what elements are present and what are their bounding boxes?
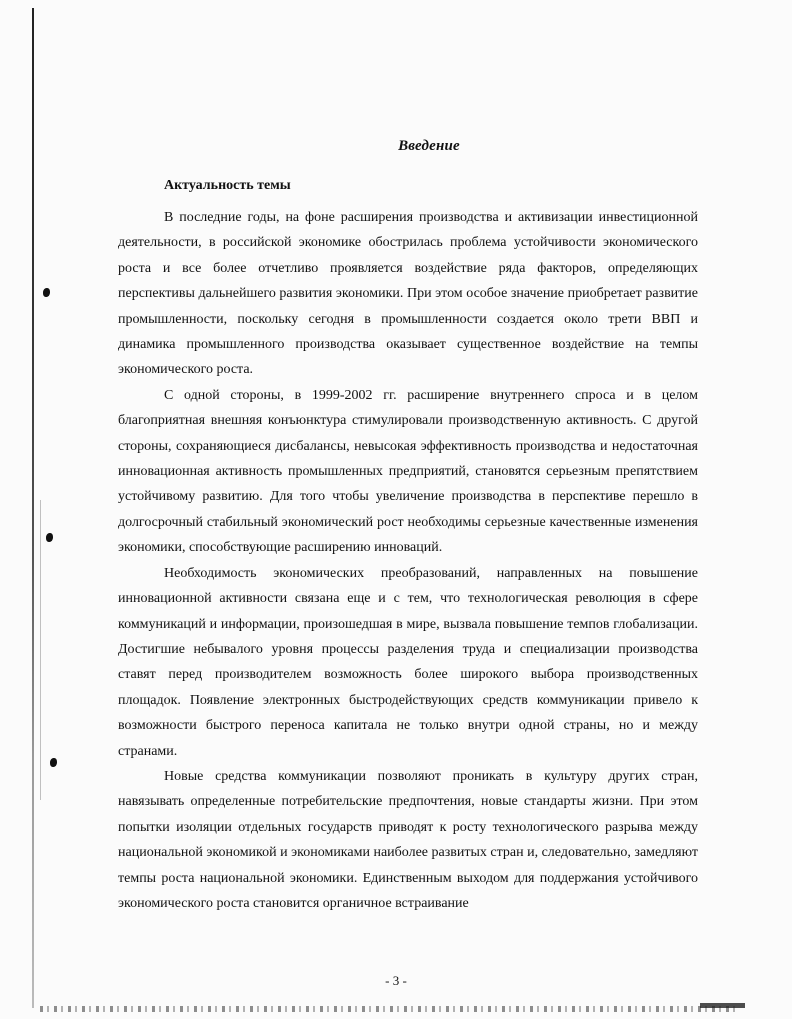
paragraph: Новые средства коммуникации позволяют проникать в культуру других стран, навязывать определенные потребительские предпочтения, новые стандарты жизни. При этом попытки изоляции отдельных государств приводят к росту технологического разрыва между национальной экономикой и экономиками наиболее развитых стран и, следовательно, замедляют темпы роста национальной экономики. Единственным выходом для поддержания устойчивого экономического роста становится органичное встраивание	[118, 768, 698, 911]
scan-artifact-dot	[43, 288, 50, 297]
paragraph-list	[118, 205, 698, 916]
page-title: Введение	[398, 138, 460, 154]
paragraph: Необходимость экономических преобразований, направленных на повышение инновационной активности связана еще и с тем, что технологическая революция в сфере коммуникаций и информации, произошедшая в мире, вызвала повышение темпов глобализации. Достигшие небывалого уровня процессы разделения труда и специализации производства ставят перед производителем возможность более широкого выбора производственных площадок. Появление электронных быстродействующих средств коммуникации привело к возможности быстрого переноса капитала не только внутри одной страны, но и между странами.	[118, 565, 698, 759]
scan-artifact-dot	[50, 758, 57, 767]
scan-bottom-mark	[700, 1003, 745, 1008]
scan-artifact-dot	[46, 533, 53, 542]
paragraph: С одной стороны, в 1999-2002 гг. расширение внутреннего спроса и в целом благоприятная внешняя конъюнктура стимулировали производственную активность. С другой стороны, сохраняющиеся дисбалансы, невысокая эффективность производства и недостаточная инновационная активность промышленных предприятий, становятся серьезным препятствием устойчивому развитию. Для того чтобы увеличение производства в перспективе перешло в долгосрочный стабильный экономический рост необходимы серьезные качественные изменения экономики, способствующие расширению инноваций.	[118, 387, 698, 556]
scan-bottom-noise	[40, 1006, 740, 1012]
page-number: - 3 -	[385, 973, 407, 988]
section-heading: Актуальность темы	[164, 178, 291, 193]
binding-edge-shadow	[40, 500, 41, 800]
binding-edge-line	[32, 8, 34, 1008]
paragraph: В последние годы, на фоне расширения производства и активизации инвестиционной деятельности, в российской экономике обострилась проблема устойчивости экономического роста и все более отчетливо проявляется воздействие ряда факторов, определяющих перспективы дальнейшего развития экономики. При этом особое значение приобретает развитие промышленности, поскольку сегодня в промышленности создается около трети ВВП и динамика промышленного производства оказывает существенное воздействие на темпы экономического роста.	[118, 210, 698, 378]
